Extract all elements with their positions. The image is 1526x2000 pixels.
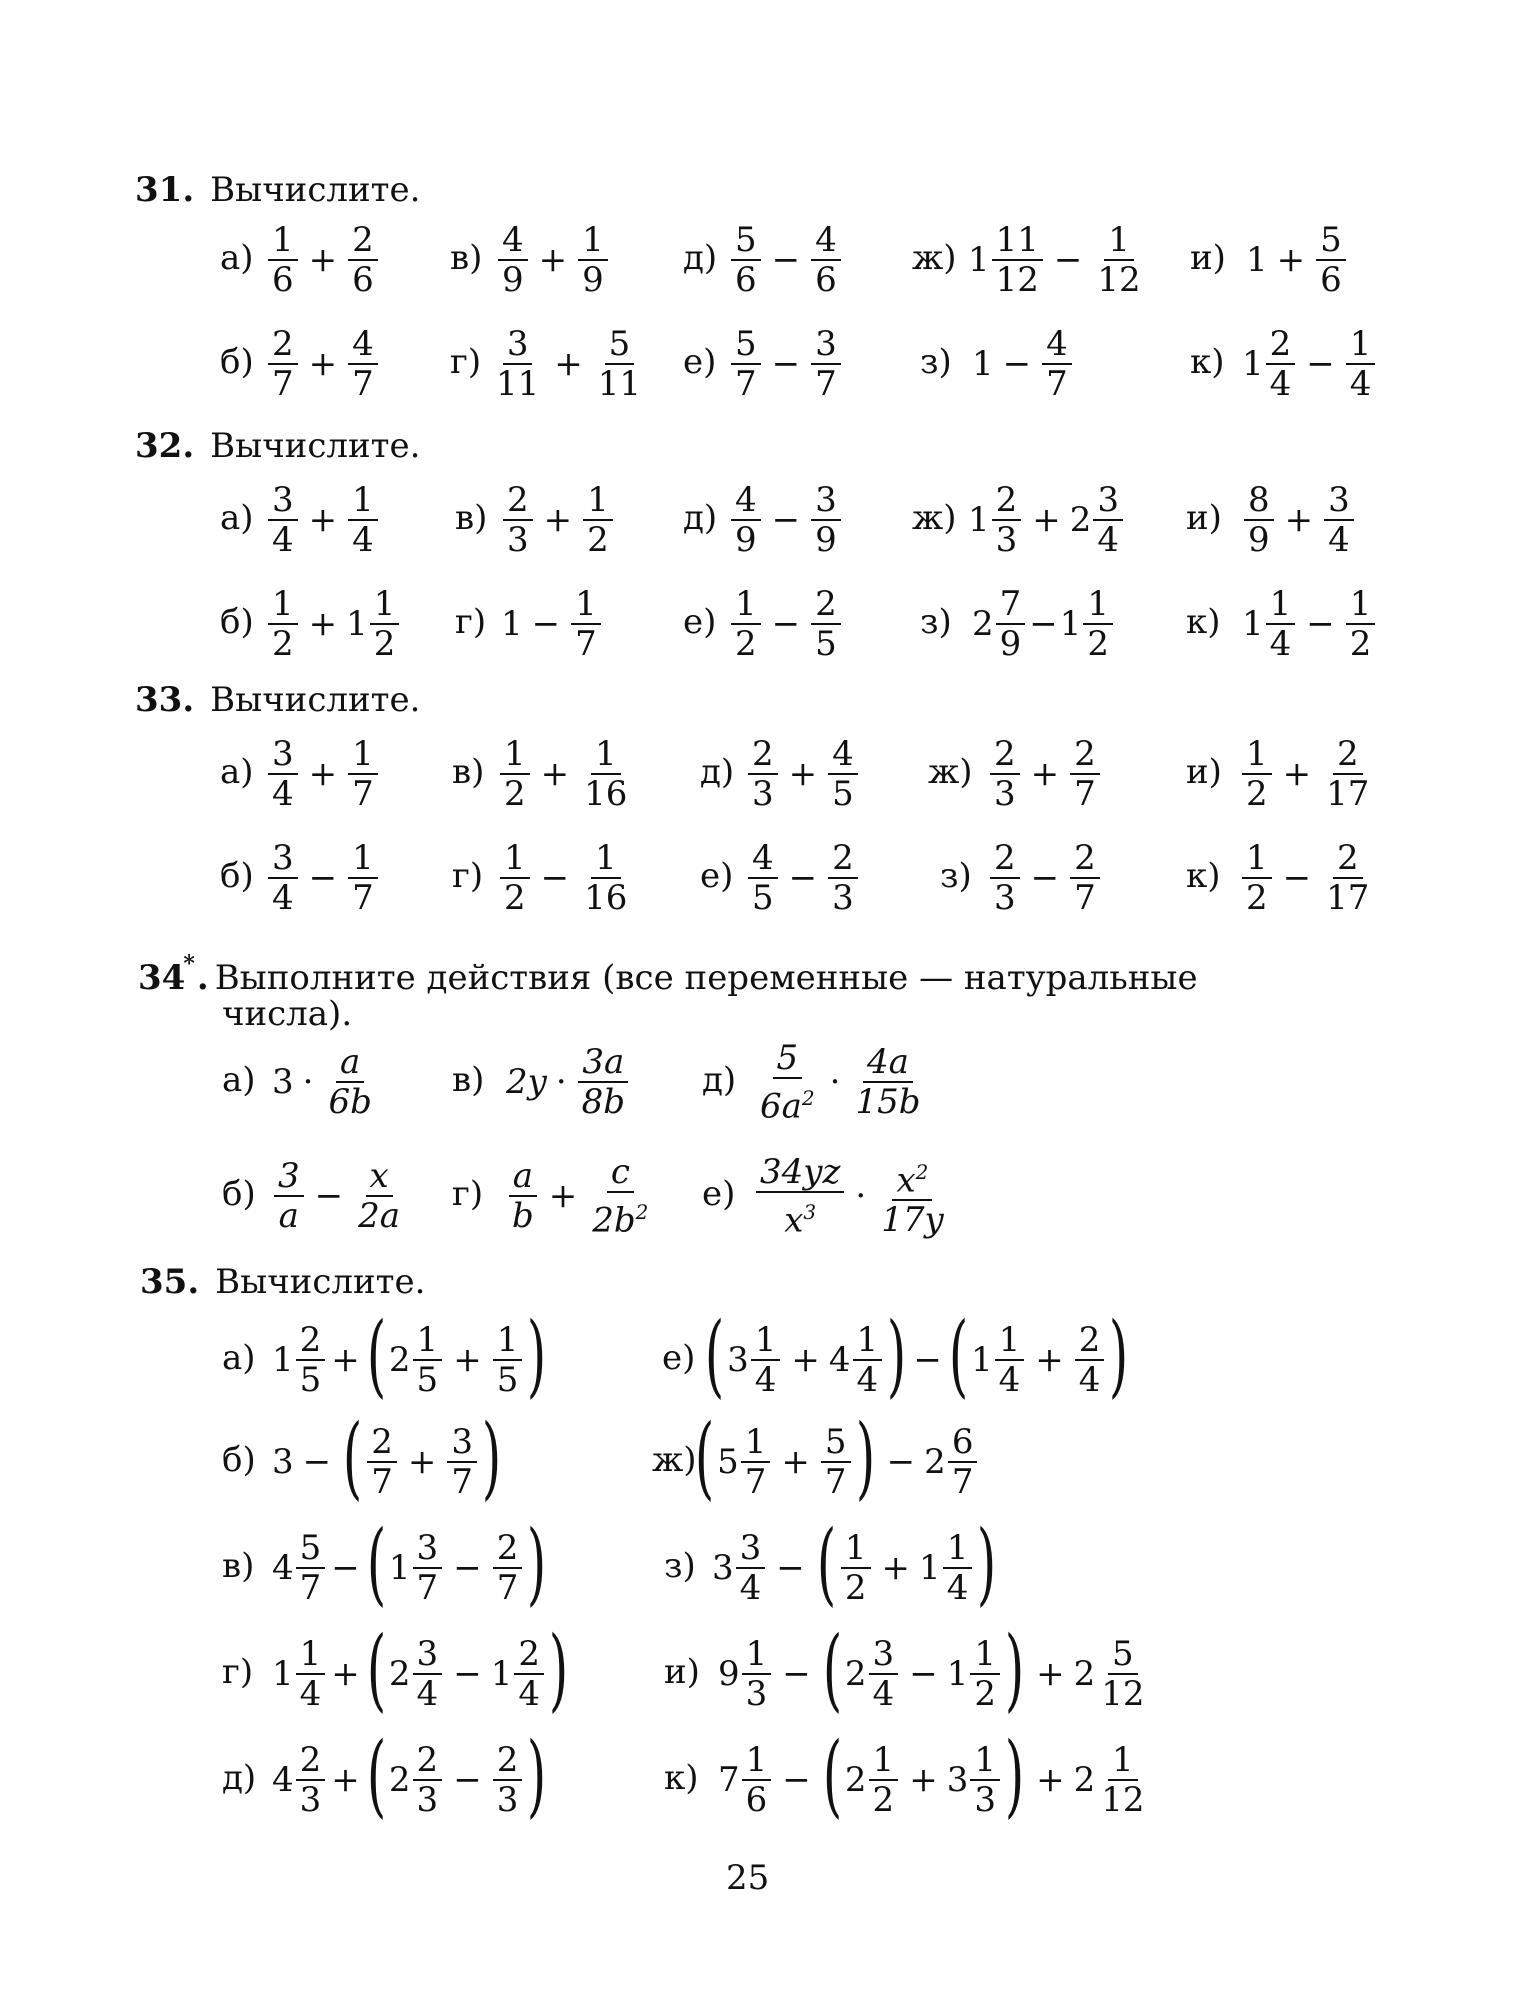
item-label: е) bbox=[662, 1338, 696, 1378]
item-label: и) bbox=[1186, 498, 1222, 538]
item-label: г) bbox=[452, 856, 484, 896]
item-label: ж) bbox=[912, 238, 957, 278]
problem-34-heading bbox=[138, 944, 1198, 998]
expression: 1 11 12 − $\frac{1}{12}$ bbox=[968, 220, 1141, 300]
item-label: и) bbox=[664, 1652, 700, 1692]
item-label: б) bbox=[220, 856, 254, 896]
item-label: в) bbox=[455, 498, 488, 538]
item-label: б) bbox=[222, 1440, 256, 1480]
expression: 7 1 6 − ( 2 1 2 + 3 1 3 ) + 2 1 12 bbox=[718, 1723, 1145, 1828]
expression: 3 4 + $\frac{1}{4}$ bbox=[266, 481, 380, 559]
expression: 1 2 4 − $\frac{1}{4}$ bbox=[1242, 325, 1377, 403]
item-label: г) bbox=[450, 342, 482, 382]
expression: 2 3 + $\frac{1}{2}$ bbox=[501, 481, 615, 559]
problem-34-heading-cont bbox=[222, 994, 352, 1034]
item-label: в) bbox=[452, 752, 485, 792]
item-label: з) bbox=[920, 342, 952, 382]
item-label: ж) bbox=[912, 498, 957, 538]
problem-title: Вычислите. bbox=[210, 426, 421, 466]
item-label: ж) bbox=[928, 752, 973, 792]
item-label: б) bbox=[222, 1174, 256, 1214]
expression: 1 1 4 − $\frac{1}{2}$ bbox=[1242, 585, 1377, 663]
expression: 1 2 + $\frac{1}{16}$ bbox=[498, 735, 633, 813]
item-label: з) bbox=[920, 602, 952, 642]
expression: 2 7 9 − 1 1 2 bbox=[972, 585, 1115, 663]
problem-title: Вычислите. bbox=[210, 170, 421, 210]
expression: 1 2 − $\frac{1}{16}$ bbox=[498, 839, 633, 917]
expression: 2 3 + $\frac{2}{7}$ bbox=[988, 735, 1102, 813]
problem-number: 33. bbox=[135, 680, 195, 720]
item-label: в) bbox=[452, 1060, 485, 1100]
item-label: б) bbox=[220, 602, 254, 642]
expression: 34yz $x^3$ · $x^2$ 17y bbox=[754, 1153, 950, 1239]
item-label: а) bbox=[222, 1338, 256, 1378]
expression: 3 3 4 − ( 1 2 + 1 1 4 ) bbox=[712, 1511, 997, 1616]
expression: 1 − $\frac{4}{7}$ bbox=[972, 325, 1074, 403]
expression: 5 7 − $\frac{3}{7}$ bbox=[729, 325, 843, 403]
expression: 1 6 + $\frac{2}{6}$ bbox=[266, 221, 380, 299]
expression: 4 9 + $\frac{1}{9}$ bbox=[496, 221, 610, 299]
difficulty-star: * bbox=[183, 951, 195, 977]
expression: 9 1 3 − ( 2 3 4 − 1 1 2 ) + 2 5 12 bbox=[718, 1617, 1145, 1722]
item-label: в) bbox=[222, 1546, 255, 1586]
expression: 1 2 5 + ( 2 1 5 + $\frac{1}{5}$ ) bbox=[272, 1303, 547, 1408]
expression: 4 2 3 + ( 2 2 3 − $\frac{2}{3}$ ) bbox=[272, 1723, 547, 1828]
item-label: к) bbox=[1186, 856, 1221, 896]
item-label: д) bbox=[222, 1758, 257, 1798]
item-label: е) bbox=[700, 856, 734, 896]
expression: 1 2 3 + 2 3 4 bbox=[968, 481, 1125, 559]
item-label: к) bbox=[1186, 602, 1221, 642]
item-label: к) bbox=[664, 1758, 699, 1798]
item-label: з) bbox=[940, 856, 972, 896]
expression: 2y · 3a 8b bbox=[506, 1043, 631, 1121]
expression: 3 a − $\frac{x}{2a}$ bbox=[272, 1157, 406, 1235]
expression: 2 3 − $\frac{2}{7}$ bbox=[988, 839, 1102, 917]
item-label: з) bbox=[664, 1546, 696, 1586]
number-dot: . bbox=[196, 958, 209, 998]
problem-33-heading bbox=[135, 680, 420, 720]
expression: 5 6 − $\frac{4}{6}$ bbox=[729, 221, 843, 299]
item-label: д) bbox=[683, 238, 718, 278]
expression: ( 3 1 4 + 4 1 4 ) − ( 1 1 4 + $\frac{2}{4}$ ) bbox=[704, 1303, 1129, 1408]
expression: 2 7 + $\frac{4}{7}$ bbox=[266, 325, 380, 403]
expression: 1 − $\frac{1}{7}$ bbox=[501, 585, 603, 663]
item-label: г) bbox=[455, 602, 487, 642]
expression: ( 5 1 7 + $\frac{5}{7}$ ) − 2 6 7 bbox=[692, 1420, 979, 1504]
item-label: д) bbox=[700, 752, 735, 792]
expression: 2 3 + $\frac{4}{5}$ bbox=[746, 735, 860, 813]
expression: 1 1 4 + ( 2 3 4 − 1 2 4 ) bbox=[272, 1617, 569, 1722]
expression: 3 · a 6b bbox=[272, 1042, 372, 1122]
expression: 1 2 − $\frac{2}{5}$ bbox=[729, 585, 843, 663]
item-label: и) bbox=[1186, 752, 1222, 792]
expression: 8 9 + $\frac{3}{4}$ bbox=[1242, 481, 1356, 559]
item-label: е) bbox=[702, 1174, 736, 1214]
expression: 4 5 − $\frac{2}{3}$ bbox=[746, 839, 860, 917]
expression: 1 + $\frac{5}{6}$ bbox=[1246, 221, 1348, 299]
item-label: а) bbox=[220, 752, 254, 792]
problem-number: 35. bbox=[140, 1262, 200, 1302]
expression: 1 2 + $\frac{2}{17}$ bbox=[1240, 735, 1375, 813]
item-label: а) bbox=[220, 238, 254, 278]
item-label: б) bbox=[220, 342, 254, 382]
item-label: ж) bbox=[652, 1440, 697, 1480]
expression: 4 5 7 − ( 1 3 7 − $\frac{2}{7}$ ) bbox=[272, 1511, 547, 1616]
item-label: и) bbox=[1190, 238, 1226, 278]
item-label: г) bbox=[452, 1174, 484, 1214]
item-label: е) bbox=[683, 602, 717, 642]
problem-title: Выполните действия (все переменные — натуральные bbox=[214, 958, 1198, 998]
problem-number: 34 bbox=[138, 958, 186, 998]
item-label: в) bbox=[450, 238, 483, 278]
problem-32-heading bbox=[135, 426, 420, 466]
item-label: д) bbox=[683, 498, 718, 538]
problem-number: 31. bbox=[135, 170, 195, 210]
problem-title: Вычислите. bbox=[215, 1262, 426, 1302]
problem-35-heading bbox=[140, 1262, 425, 1302]
expression: 3 − ( 2 7 + $\frac{3}{7}$ ) bbox=[272, 1405, 502, 1510]
expression: 1 2 − $\frac{2}{17}$ bbox=[1240, 839, 1375, 917]
expression: a b + $\frac{c}{2b^2}$ bbox=[506, 1153, 654, 1239]
item-label: а) bbox=[222, 1060, 256, 1100]
expression: 1 2 + 1 1 2 bbox=[266, 585, 401, 663]
problem-title: Вычислите. bbox=[210, 680, 421, 720]
item-label: е) bbox=[683, 342, 717, 382]
problem-number: 32. bbox=[135, 426, 195, 466]
expression: 4 9 − $\frac{3}{9}$ bbox=[729, 481, 843, 559]
item-label: д) bbox=[702, 1060, 737, 1100]
problem-title-cont: числа). bbox=[222, 994, 353, 1034]
item-label: к) bbox=[1190, 342, 1225, 382]
page-number: 25 bbox=[726, 1858, 770, 1898]
expression: 3 4 + $\frac{1}{7}$ bbox=[266, 735, 380, 813]
problem-31-heading bbox=[135, 170, 420, 210]
item-label: г) bbox=[222, 1652, 254, 1692]
expression: 3 4 − $\frac{1}{7}$ bbox=[266, 839, 380, 917]
expression: 3 11 + $\frac{5}{11}$ bbox=[496, 324, 642, 404]
item-label: а) bbox=[220, 498, 254, 538]
expression: 5 $6a^2$ · 4a 15b bbox=[760, 1037, 921, 1127]
